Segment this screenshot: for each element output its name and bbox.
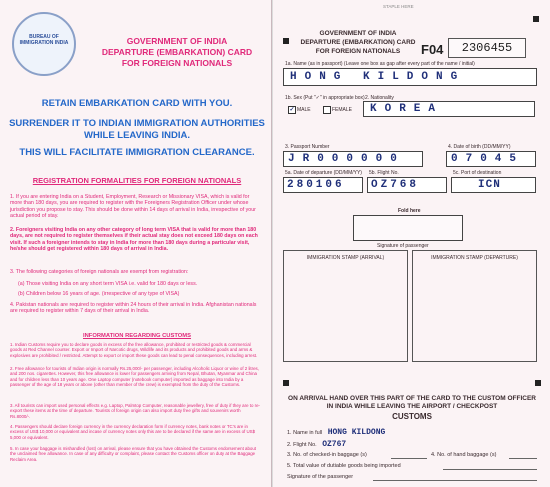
departure-date-value: 280106	[287, 179, 345, 191]
gov-line-2: DEPARTURE (EMBARKATION) CARD	[101, 47, 253, 57]
sex-male-checkbox[interactable]: ✓	[289, 107, 295, 113]
customs-name-label: 1. Name in full	[287, 430, 323, 436]
reg-item-2: 2. Foreigners visiting India on any other category of long term VISA that is valid for more than 180 days, are not required to register themselves if their actual stay does not exceed 180 days on each visit. If such a foreigner intends to stay in India for more than 180 days during a particular visit, he/she should get registered within 180 days of arrival in India.	[10, 227, 258, 253]
customs-item-4: 4. Passengers should declare foreign currency in the currency declaration form if currency notes, bank notes or TC's are in excess of US$ 10,000 or equivalent and incase of currency notes only this are to be declared if the same are in excess of US$ 5,000 or equivalent.	[10, 424, 256, 440]
signature-label: Signature of passenger	[377, 243, 429, 249]
form-code: F04	[421, 42, 444, 57]
nationality-value: KOREA	[370, 103, 444, 115]
corner-mark-top-right	[533, 16, 539, 22]
card-front-page	[273, 0, 550, 487]
nationality-field[interactable]	[363, 101, 535, 117]
notice-retain: RETAIN EMBARKATION CARD WITH YOU.	[41, 98, 233, 109]
customs-info-title: INFORMATION REGARDING CUSTOMS	[83, 333, 191, 339]
customs-name-value[interactable]: HONG KILDONG	[327, 428, 386, 437]
bureau-of-immigration-seal	[12, 12, 76, 76]
customs-item-5: 5. In case your baggage is mishandled (lost) on arrival, please ensure that you have obtained the Customs endorsement about the unclaimed free allowance. In case of any difficulty or complaint, please contact the Customs officer on duty at the Baggage Reclaim Area.	[10, 446, 257, 462]
customs-name-row	[287, 428, 385, 437]
customs-flight-value[interactable]: OZ767	[322, 440, 347, 449]
customs-checked-label: 3. No. of checked-in baggage (s)	[287, 452, 367, 458]
flight-no-field[interactable]	[367, 177, 447, 193]
customs-item-3: 3. All tourists can import used personal effects e.g. Laptop, Palmtop Computer, reasonable jewellery, free of duty if they are to re-export these items at the time of departure. Tourists of foreign origin can also import duty free gifts and souvenirs worth Rs.8000/-.	[10, 403, 260, 419]
sex-label: 1b. Sex (Put "✓" in appropriate box)	[285, 95, 365, 101]
signature-box[interactable]	[353, 215, 463, 241]
dob-value: 07045	[451, 153, 525, 165]
gov-line-1: GOVERNMENT OF INDIA	[126, 36, 228, 46]
customs-title: CUSTOMS	[392, 412, 432, 421]
dob-label: 4. Date of birth (DD/MM/YY)	[448, 144, 511, 150]
stamp-departure-box	[412, 250, 537, 362]
notice-surrender: SURRENDER IT TO INDIAN IMMIGRATION AUTHORITIES WHILE LEAVING INDIA.	[9, 118, 265, 141]
form-gov-line-1: GOVERNMENT OF INDIA	[319, 30, 397, 37]
dob-field[interactable]	[446, 151, 536, 167]
reg-item-3b: (b) Children below 16 years of age. (irrespective of any type of VISA)	[18, 291, 180, 297]
form-gov-line-2: DEPARTURE (EMBARKATION) CARD	[300, 39, 416, 46]
name-value: HONG KILDONG	[290, 71, 466, 83]
reg-item-3: 3. The following categories of foreign nationals are exempt from registration:	[10, 269, 189, 275]
card-back-page	[0, 0, 272, 487]
reg-item-1: 1. If you are entering India on a Student, Employment, Research or Missionary VISA, which is valid for more than 180 days, you are required to register with the Foreigners Registration Officer under whose jurisdiction you propose to stay. This should be done within 14 days of arrival in India, irrespective of your actual period of stay.	[10, 194, 256, 220]
departure-date-field[interactable]	[283, 177, 363, 193]
customs-hand-label: 4. No. of hand baggage (s)	[431, 452, 497, 458]
port-value: ICN	[478, 179, 501, 191]
total-value-line[interactable]	[443, 469, 537, 470]
registration-title: REGISTRATION FORMALITIES FOR FOREIGN NATIONALS	[32, 176, 242, 185]
customs-flight-label: 2. Flight No.	[287, 442, 317, 448]
customs-item-2: 2. Free allowance for tourists of Indian origin is normally Rs.25,000/- per passenger, including Alcoholic Liquor or wine of 2 litres, and 200 nos. cigarettes. However, this free allowance is lower for passengers arriving from Nepal, Bhutan, Myanmar and China and for children less than 10 years age. One Laptop computer (notebook computer) imported as baggage into India by a passenger of the age of 18 years or above (other than member of the crew) is exempted from the duty of the Customs.	[10, 366, 259, 387]
customs-flight-row	[287, 440, 346, 449]
sex-female-checkbox[interactable]	[323, 106, 331, 114]
customs-sign-line[interactable]	[373, 480, 537, 481]
stamp-departure-label: IMMIGRATION STAMP (DEPARTURE)	[431, 255, 518, 261]
seal-text: BUREAU OF IMMIGRATION INDIA	[19, 34, 69, 46]
bottom-notice: ON ARRIVAL HAND OVER THIS PART OF THE CARD TO THE CUSTOM OFFICER IN INDIA WHILE LEAVING THE AIRPORT / CHECKPOST	[288, 395, 536, 410]
corner-mark-bottom-right	[535, 380, 541, 386]
corner-mark-bottom-left	[283, 380, 289, 386]
name-label: 1a. Name (as in passport) (Leave one box as gap after every part of the name / initial)	[285, 61, 475, 67]
customs-item-1: 1. Indian Customs require you to declare goods in excess of the free allowance, prohibited or restricted goods & commercial goods at Red Channel counter. Export or Import of Narcotic drugs, Wildlife and its products and prohibited goods and arms & explosives are prohibited / restricted. Attempt to export or import these goods can lead to penal consequences, including arrest.	[10, 342, 258, 358]
stamp-arrival-box	[283, 250, 408, 362]
flight-no-label: 5b. Flight No.	[369, 170, 399, 176]
gov-line-3: FOR FOREIGN NATIONALS	[121, 58, 233, 68]
name-field[interactable]	[283, 68, 537, 86]
hand-baggage-line[interactable]	[509, 458, 537, 459]
passport-value: JR000000	[288, 153, 405, 165]
passport-field[interactable]	[283, 151, 423, 167]
fold-here-label: Fold here	[398, 208, 421, 214]
checked-baggage-line[interactable]	[391, 458, 427, 459]
customs-sign-label: Signature of the passenger	[287, 474, 354, 480]
nationality-label: 2. Nationality	[365, 95, 394, 101]
reg-item-3a: (a) Those visiting India on any short term VISA i.e. valid for 180 days or less.	[18, 281, 198, 287]
port-field[interactable]	[451, 177, 536, 193]
passport-label: 3. Passport Number	[285, 144, 330, 150]
serial-number: 2306455	[448, 38, 526, 58]
departure-date-label: 5a. Date of departure (DD/MM/YY)	[285, 170, 362, 176]
flight-no-value: OZ768	[371, 179, 420, 191]
stamp-arrival-label: IMMIGRATION STAMP (ARRIVAL)	[306, 255, 385, 261]
corner-mark-top-left	[283, 38, 289, 44]
staple-here-label: STAPLE HERE	[383, 4, 414, 9]
sex-male-label: MALE	[297, 107, 311, 113]
form-gov-line-3: FOR FOREIGN NATIONALS	[315, 48, 401, 55]
sex-female-label: FEMALE	[332, 107, 353, 113]
notice-facilitate: THIS WILL FACILITATE IMMIGRATION CLEARANCE.	[19, 147, 255, 158]
customs-total-label: 5. Total value of dutiable goods being imported	[287, 463, 401, 469]
port-label: 5c. Port of destination	[453, 170, 502, 176]
reg-item-4: 4. Pakistan nationals are required to register within 24 hours of their arrival in India. Afghanistan nationals are required to register within 7 days of their arrival in India.	[10, 302, 257, 315]
